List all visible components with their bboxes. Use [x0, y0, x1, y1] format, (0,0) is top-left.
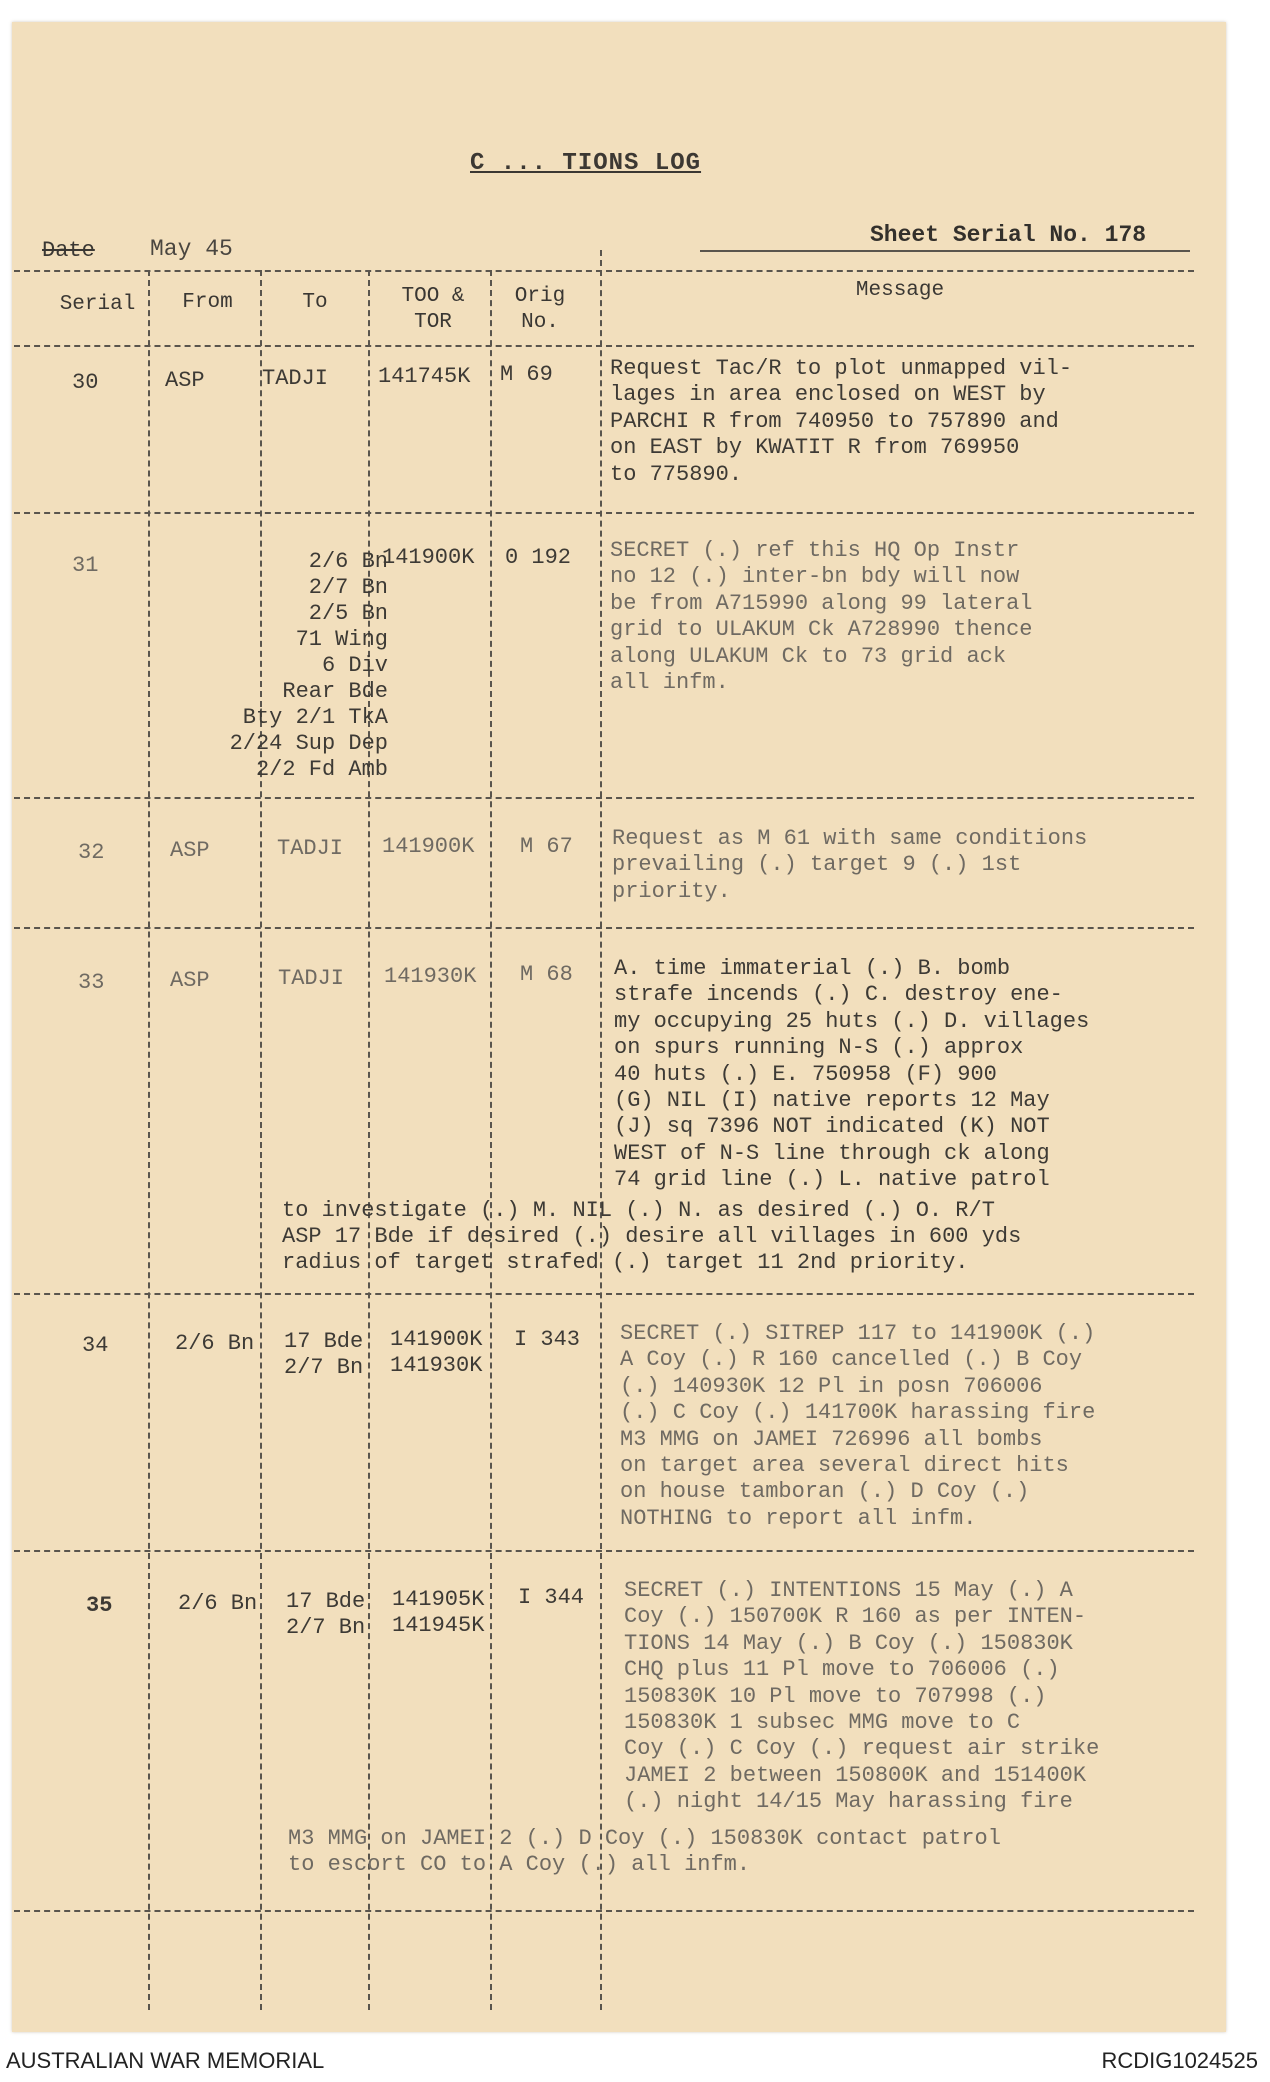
- col-divider-4: [490, 270, 492, 2010]
- row-message: A. time immaterial (.) B. bomb strafe incends (.) C. destroy ene- my occupying 25 huts (.) D. villages on spurs running N-S (.) approx 40 huts (.) E. 750958 (F) 900 (G) NIL (I) native reports 12 May (J) sq 7396 NOT indicated (K) NOT WEST of N-S line through ck along 74 grid line (.) L. native patrol: [614, 956, 1090, 1193]
- col-header-message: Message: [855, 279, 945, 302]
- row-to: TADJI: [277, 836, 344, 861]
- archive-reference: RCDIG1024525: [1101, 2048, 1258, 2073]
- row-from: ASP: [170, 968, 210, 993]
- row-separator-31: [14, 797, 1194, 799]
- row-separator-34: [14, 1550, 1194, 1552]
- row-to: TADJI: [262, 366, 329, 391]
- row-too-tor: 141745K: [378, 364, 471, 389]
- archive-credit: AUSTRALIAN WAR MEMORIAL: [6, 2048, 325, 2073]
- row-orig: M 67: [520, 834, 573, 859]
- col-header-orig: Orig: [514, 285, 566, 308]
- rule-top: [14, 270, 1194, 272]
- col-header-too: TOO &: [401, 285, 465, 308]
- row-message-continuation: ASP 17 Bde if desired (.) desire all villages in 600 yds: [282, 1224, 1022, 1249]
- row-too-tor: 141900K: [382, 834, 475, 859]
- row-message-continuation: to escort CO to A Coy (.) all infm.: [288, 1852, 751, 1877]
- row-message: SECRET (.) INTENTIONS 15 May (.) A Coy (.) 150700K R 160 as per INTEN- TIONS 14 May (.) B Coy (.) 150830K CHQ plus 11 Pl move to 706006 (.) 150830K 10 Pl move to 707998 (.) 150830K 1 subsec MMG move to C Coy (.) C Coy (.) request air strike JAMEI 2 between 150800K and 151400K (.) night 14/15 May harassing fire: [624, 1578, 1100, 1815]
- row-too-tor: 141905K 141945K: [392, 1587, 485, 1638]
- row-from: 2/6 Bn: [178, 1591, 258, 1616]
- row-message-continuation: radius of target strafed (.) target 11 2nd priority.: [282, 1250, 969, 1275]
- row-serial: 31: [72, 553, 99, 578]
- row-message: Request Tac/R to plot unmapped vil- lages in area enclosed on WEST by PARCHI R from 740950 to 757890 and on EAST by KWATIT R from 769950 to 775890.: [610, 356, 1073, 487]
- col-header-tor: TOR: [414, 311, 452, 334]
- row-message: Request as M 61 with same conditions prevailing (.) target 9 (.) 1st priority.: [612, 826, 1088, 904]
- rule-top-right: [700, 250, 1190, 252]
- row-serial: 32: [78, 840, 105, 865]
- row-from: ASP: [165, 368, 205, 393]
- row-too-tor: 141900K: [382, 545, 475, 570]
- row-serial: 30: [72, 370, 99, 395]
- row-to: TADJI: [278, 966, 345, 991]
- row-message-continuation: to investigate (.) M. NIL (.) N. as desired (.) O. R/T: [282, 1198, 995, 1223]
- col-divider-5: [600, 250, 602, 2010]
- row-from: ASP: [170, 838, 210, 863]
- row-separator-32: [14, 927, 1194, 929]
- sheet-serial-number: Sheet Serial No. 178: [870, 222, 1147, 248]
- row-orig: 0 192: [505, 545, 572, 570]
- row-serial: 34: [82, 1333, 109, 1358]
- row-message-continuation: M3 MMG on JAMEI 2 (.) D Coy (.) 150830K contact patrol: [288, 1826, 1001, 1851]
- col-divider-2: [260, 270, 262, 2010]
- row-to: 17 Bde 2/7 Bn: [284, 1329, 364, 1380]
- row-to: 2/6 Bn 2/7 Bn 2/5 Bn 71 Wing 6 Div Rear Bde Bty 2/1 TkA 2/24 Sup Dep 2/2 Fd Amb: [229, 549, 388, 782]
- date-label: Date: [42, 238, 95, 263]
- row-separator-33: [14, 1293, 1194, 1295]
- date-value: May 45: [150, 236, 233, 262]
- row-too-tor: 141900K 141930K: [390, 1327, 483, 1378]
- col-divider-3: [368, 270, 370, 2010]
- row-orig: M 68: [520, 962, 573, 987]
- col-divider-1: [148, 270, 150, 2010]
- page-title: C ... TIONS LOG: [470, 150, 702, 177]
- row-separator-30: [14, 512, 1194, 514]
- col-header-serial: Serial: [59, 293, 136, 316]
- row-separator-35: [14, 1910, 1194, 1912]
- row-orig: M 69: [500, 362, 553, 387]
- row-message: SECRET (.) ref this HQ Op Instr no 12 (.) inter-bn bdy will now be from A715990 along 99 lateral grid to ULAKUM Ck A728990 thence along ULAKUM Ck to 73 grid ack all infm.: [610, 538, 1033, 696]
- row-message: SECRET (.) SITREP 117 to 141900K (.) A Coy (.) R 160 cancelled (.) B Coy (.) 140930K 12 Pl in posn 706006 (.) C Coy (.) 141700K harassing fire M3 MMG on JAMEI 726996 all bombs on target area several direct hits on house tamboran (.) D Coy (.) NOTHING to report all infm.: [620, 1321, 1096, 1531]
- col-header-orig-no: No.: [521, 311, 559, 334]
- col-header-from: From: [182, 291, 233, 314]
- row-serial: 33: [78, 970, 105, 995]
- col-header-to: To: [302, 291, 328, 314]
- row-orig: I 343: [514, 1327, 581, 1352]
- row-to: 17 Bde 2/7 Bn: [286, 1589, 366, 1640]
- row-orig: I 344: [518, 1585, 585, 1610]
- row-from: 2/6 Bn: [175, 1331, 255, 1356]
- rule-header-bottom: [14, 345, 1194, 347]
- row-too-tor: 141930K: [384, 964, 477, 989]
- row-serial: 35: [86, 1593, 113, 1618]
